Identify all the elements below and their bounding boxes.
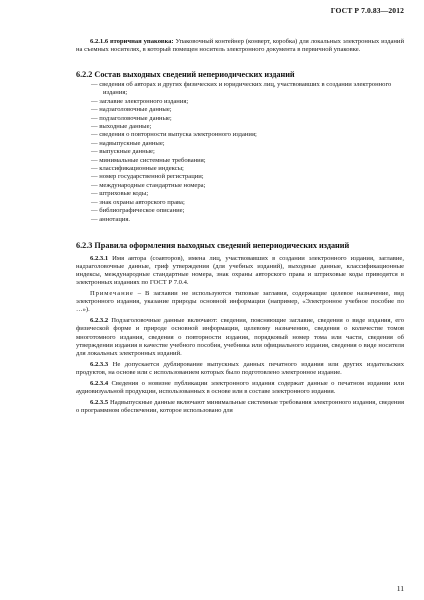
heading-6-2-2: 6.2.2 Состав выходных сведений непериодических изданий: [76, 70, 295, 80]
output-data-list: [76, 81, 404, 224]
list-item: — сведения об авторах и других физических и юридических лиц, участвовавших в создании электронного издания;: [91, 81, 392, 97]
clause-6-2-3-5: [76, 399, 404, 415]
list-item: — номер государственной регистрации;: [91, 173, 204, 181]
clause-number: 6.2.1.6: [90, 38, 109, 45]
clause-6-2-3-2: [76, 317, 404, 358]
list-item: — аннотация.: [91, 215, 131, 223]
clause-6-2-3-1: [76, 255, 404, 288]
clause-term: вторичная упаковка:: [110, 38, 174, 45]
clause-text: Не допускается дублирование выпускных данных печатного издания или других издательских продуктов, на основе или с использованием которых было подготовлено электронное издание.: [76, 360, 405, 376]
clause-6-2-1-6: [76, 38, 404, 54]
list-item: — сведения о повторности выпуска электронного издания;: [91, 131, 257, 139]
list-item: — библиографическое описание;: [91, 207, 185, 215]
list-item: — штриховые коды;: [91, 190, 149, 198]
clause-text: Упаковочный контейнер (конверт, коробка) для локальных электронных изданий на съемных носителях, в который помещен носитель электронного документа в первичной упаковке.: [76, 38, 404, 54]
clause-text: Надвыпускные данные включают минимальные системные требования электронного издания, сведения о программном обеспечении, которое использовано для: [76, 398, 404, 414]
clause-number: 6.2.3.4: [90, 379, 109, 387]
clause-number: 6.2.3.3: [90, 360, 109, 368]
list-item: — знак охраны авторского права;: [91, 198, 185, 206]
list-item: — заглавие электронного издания;: [91, 97, 189, 105]
clause-number: 6.2.3.1: [90, 254, 109, 262]
list-item: — классификационные индексы;: [91, 165, 184, 173]
list-item: — надвыпускные данные;: [91, 139, 165, 147]
clause-6-2-3-4: [76, 380, 404, 396]
heading-6-2-3: 6.2.3 Правила оформления выходных сведений непериодических изданий: [76, 240, 350, 250]
clause-text: Подзаголовочные данные включают: сведения, поясняющие заглавие, сведения о виде издания, его физической форме и природе основной информации, целевому назначению, сведения о количестве томов многотомного издания, сведения о повторности издания, порядковый номер тома или части, сведения об утверждении издания в качестве учебного пособия, учебника или официального издания, сведения о виде носителя для локальных электронных изданий.: [76, 317, 404, 357]
clause-text: Сведения о новизне публикации электронного издания содержат данные о печатном издании или аудиовизуальной продукции, использованных в основе или в составе электронного издания.: [76, 379, 404, 395]
page-number: 11: [396, 584, 404, 593]
clause-text: Имя автора (соавторов), имена лиц, участвовавших в создании электронного издания, заглавие, надзаголовочные данные, гриф утверждения (для учебных изданий), выходные данные, классификационные индексы, международные стандартные номера, знак охраны авторского права и штриховые коды приводятся в электронных изданиях по ГОСТ Р 7.0.4.: [76, 254, 404, 287]
list-item: — подзаголовочные данные;: [91, 114, 172, 122]
clause-6-2-3-3: [76, 361, 404, 377]
note: [76, 290, 404, 315]
clause-number: 6.2.3.2: [90, 317, 109, 325]
page-content: [76, 38, 404, 415]
note-label: Примечание: [90, 289, 134, 297]
list-item: — выходные данные;: [91, 123, 152, 131]
clause-number: 6.2.3.5: [90, 398, 109, 406]
list-item: — выпускные данные;: [91, 148, 155, 156]
list-item: — надзаголовочные данные;: [91, 106, 172, 114]
list-item: — международные стандартные номера;: [91, 181, 206, 189]
list-item: — минимальные системные требования;: [91, 156, 206, 164]
note-text: – В заглавии не используются типовые заглавия, содержащие целевое назначение, вид электронного издания, указание природы основной информации (например, «Электронное учебное пособие по …»).: [76, 289, 404, 314]
running-header: ГОСТ Р 7.0.83—2012: [330, 6, 404, 15]
